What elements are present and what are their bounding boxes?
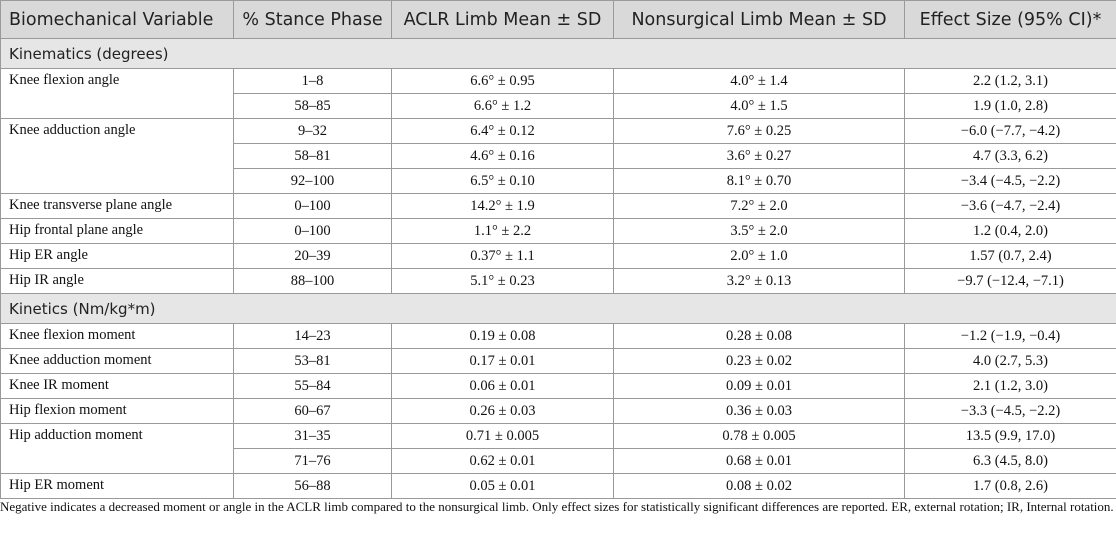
- variable-cell: Knee transverse plane angle: [1, 194, 234, 219]
- effect-size-cell: −1.2 (−1.9, −0.4): [905, 324, 1116, 349]
- aclr-mean-sd-cell: 1.1° ± 2.2: [392, 219, 614, 244]
- variable-cell: Hip IR angle: [1, 269, 234, 294]
- section-title: Kinetics (Nm/kg*m): [1, 294, 1116, 324]
- effect-size-cell: 4.7 (3.3, 6.2): [905, 144, 1116, 169]
- section-title: Kinematics (degrees): [1, 39, 1116, 69]
- variable-cell: Knee IR moment: [1, 374, 234, 399]
- header-nonsurgical-limb: Nonsurgical Limb Mean ± SD: [614, 1, 905, 39]
- aclr-mean-sd-cell: 4.6° ± 0.16: [392, 144, 614, 169]
- effect-size-cell: 6.3 (4.5, 8.0): [905, 449, 1116, 474]
- aclr-mean-sd-cell: 6.6° ± 0.95: [392, 69, 614, 94]
- effect-size-cell: 2.2 (1.2, 3.1): [905, 69, 1116, 94]
- table-row: [1, 324, 1116, 349]
- nonsurgical-mean-sd-cell: 0.68 ± 0.01: [614, 449, 905, 474]
- table-row: [1, 374, 1116, 399]
- table-row: [1, 69, 1116, 94]
- table-row: [1, 399, 1116, 424]
- effect-size-cell: −3.4 (−4.5, −2.2): [905, 169, 1116, 194]
- table-body: [1, 39, 1116, 499]
- header-row: [1, 1, 1116, 39]
- stance-phase-cell: 56–88: [234, 474, 392, 499]
- aclr-mean-sd-cell: 0.37° ± 1.1: [392, 244, 614, 269]
- variable-cell: Hip frontal plane angle: [1, 219, 234, 244]
- table-row: [1, 219, 1116, 244]
- table-row: [1, 424, 1116, 449]
- table-row: [1, 194, 1116, 219]
- nonsurgical-mean-sd-cell: 0.36 ± 0.03: [614, 399, 905, 424]
- stance-phase-cell: 0–100: [234, 219, 392, 244]
- stance-phase-cell: 53–81: [234, 349, 392, 374]
- stance-phase-cell: 55–84: [234, 374, 392, 399]
- effect-size-cell: −3.6 (−4.7, −2.4): [905, 194, 1116, 219]
- section-header-row: [1, 294, 1116, 324]
- stance-phase-cell: 58–85: [234, 94, 392, 119]
- effect-size-cell: −9.7 (−12.4, −7.1): [905, 269, 1116, 294]
- variable-cell: Hip ER moment: [1, 474, 234, 499]
- nonsurgical-mean-sd-cell: 0.28 ± 0.08: [614, 324, 905, 349]
- stance-phase-cell: 31–35: [234, 424, 392, 449]
- stance-phase-cell: 58–81: [234, 144, 392, 169]
- table-footnote: Negative indicates a decreased moment or angle in the ACLR limb compared to the nonsurgical limb. Only effect sizes for statistically significant differences are reported. ER, external rotation; IR, Internal rotation.: [0, 499, 1114, 514]
- effect-size-cell: 1.7 (0.8, 2.6): [905, 474, 1116, 499]
- nonsurgical-mean-sd-cell: 0.09 ± 0.01: [614, 374, 905, 399]
- variable-cell: Hip flexion moment: [1, 399, 234, 424]
- aclr-mean-sd-cell: 5.1° ± 0.23: [392, 269, 614, 294]
- variable-cell: Knee flexion moment: [1, 324, 234, 349]
- stance-phase-cell: 9–32: [234, 119, 392, 144]
- variable-cell: Knee adduction moment: [1, 349, 234, 374]
- header-biomechanical-variable: Biomechanical Variable: [1, 1, 234, 39]
- nonsurgical-mean-sd-cell: 8.1° ± 0.70: [614, 169, 905, 194]
- aclr-mean-sd-cell: 0.26 ± 0.03: [392, 399, 614, 424]
- aclr-mean-sd-cell: 0.05 ± 0.01: [392, 474, 614, 499]
- header-stance-phase: % Stance Phase: [234, 1, 392, 39]
- nonsurgical-mean-sd-cell: 0.08 ± 0.02: [614, 474, 905, 499]
- stance-phase-cell: 71–76: [234, 449, 392, 474]
- effect-size-cell: −6.0 (−7.7, −4.2): [905, 119, 1116, 144]
- stance-phase-cell: 14–23: [234, 324, 392, 349]
- nonsurgical-mean-sd-cell: 3.5° ± 2.0: [614, 219, 905, 244]
- section-header-row: [1, 39, 1116, 69]
- nonsurgical-mean-sd-cell: 4.0° ± 1.4: [614, 69, 905, 94]
- aclr-mean-sd-cell: 6.4° ± 0.12: [392, 119, 614, 144]
- table-row: [1, 269, 1116, 294]
- effect-size-cell: 13.5 (9.9, 17.0): [905, 424, 1116, 449]
- table-row: [1, 349, 1116, 374]
- effect-size-cell: 2.1 (1.2, 3.0): [905, 374, 1116, 399]
- header-effect-size: Effect Size (95% CI)*: [905, 1, 1116, 39]
- stance-phase-cell: 92–100: [234, 169, 392, 194]
- variable-cell: Knee adduction angle: [1, 119, 234, 194]
- aclr-mean-sd-cell: 0.17 ± 0.01: [392, 349, 614, 374]
- nonsurgical-mean-sd-cell: 4.0° ± 1.5: [614, 94, 905, 119]
- nonsurgical-mean-sd-cell: 0.78 ± 0.005: [614, 424, 905, 449]
- stance-phase-cell: 88–100: [234, 269, 392, 294]
- aclr-mean-sd-cell: 14.2° ± 1.9: [392, 194, 614, 219]
- effect-size-cell: 1.57 (0.7, 2.4): [905, 244, 1116, 269]
- header-aclr-limb: ACLR Limb Mean ± SD: [392, 1, 614, 39]
- nonsurgical-mean-sd-cell: 3.6° ± 0.27: [614, 144, 905, 169]
- variable-cell: Knee flexion angle: [1, 69, 234, 119]
- variable-cell: Hip ER angle: [1, 244, 234, 269]
- aclr-mean-sd-cell: 0.71 ± 0.005: [392, 424, 614, 449]
- table-row: [1, 244, 1116, 269]
- nonsurgical-mean-sd-cell: 3.2° ± 0.13: [614, 269, 905, 294]
- aclr-mean-sd-cell: 0.62 ± 0.01: [392, 449, 614, 474]
- variable-cell: Hip adduction moment: [1, 424, 234, 474]
- aclr-mean-sd-cell: 0.19 ± 0.08: [392, 324, 614, 349]
- stance-phase-cell: 1–8: [234, 69, 392, 94]
- table-row: [1, 474, 1116, 499]
- effect-size-cell: −3.3 (−4.5, −2.2): [905, 399, 1116, 424]
- stance-phase-cell: 20–39: [234, 244, 392, 269]
- aclr-mean-sd-cell: 0.06 ± 0.01: [392, 374, 614, 399]
- effect-size-cell: 4.0 (2.7, 5.3): [905, 349, 1116, 374]
- nonsurgical-mean-sd-cell: 7.2° ± 2.0: [614, 194, 905, 219]
- stance-phase-cell: 60–67: [234, 399, 392, 424]
- stance-phase-cell: 0–100: [234, 194, 392, 219]
- nonsurgical-mean-sd-cell: 7.6° ± 0.25: [614, 119, 905, 144]
- nonsurgical-mean-sd-cell: 2.0° ± 1.0: [614, 244, 905, 269]
- aclr-mean-sd-cell: 6.6° ± 1.2: [392, 94, 614, 119]
- aclr-mean-sd-cell: 6.5° ± 0.10: [392, 169, 614, 194]
- nonsurgical-mean-sd-cell: 0.23 ± 0.02: [614, 349, 905, 374]
- effect-size-cell: 1.9 (1.0, 2.8): [905, 94, 1116, 119]
- table-row: [1, 119, 1116, 144]
- effect-size-cell: 1.2 (0.4, 2.0): [905, 219, 1116, 244]
